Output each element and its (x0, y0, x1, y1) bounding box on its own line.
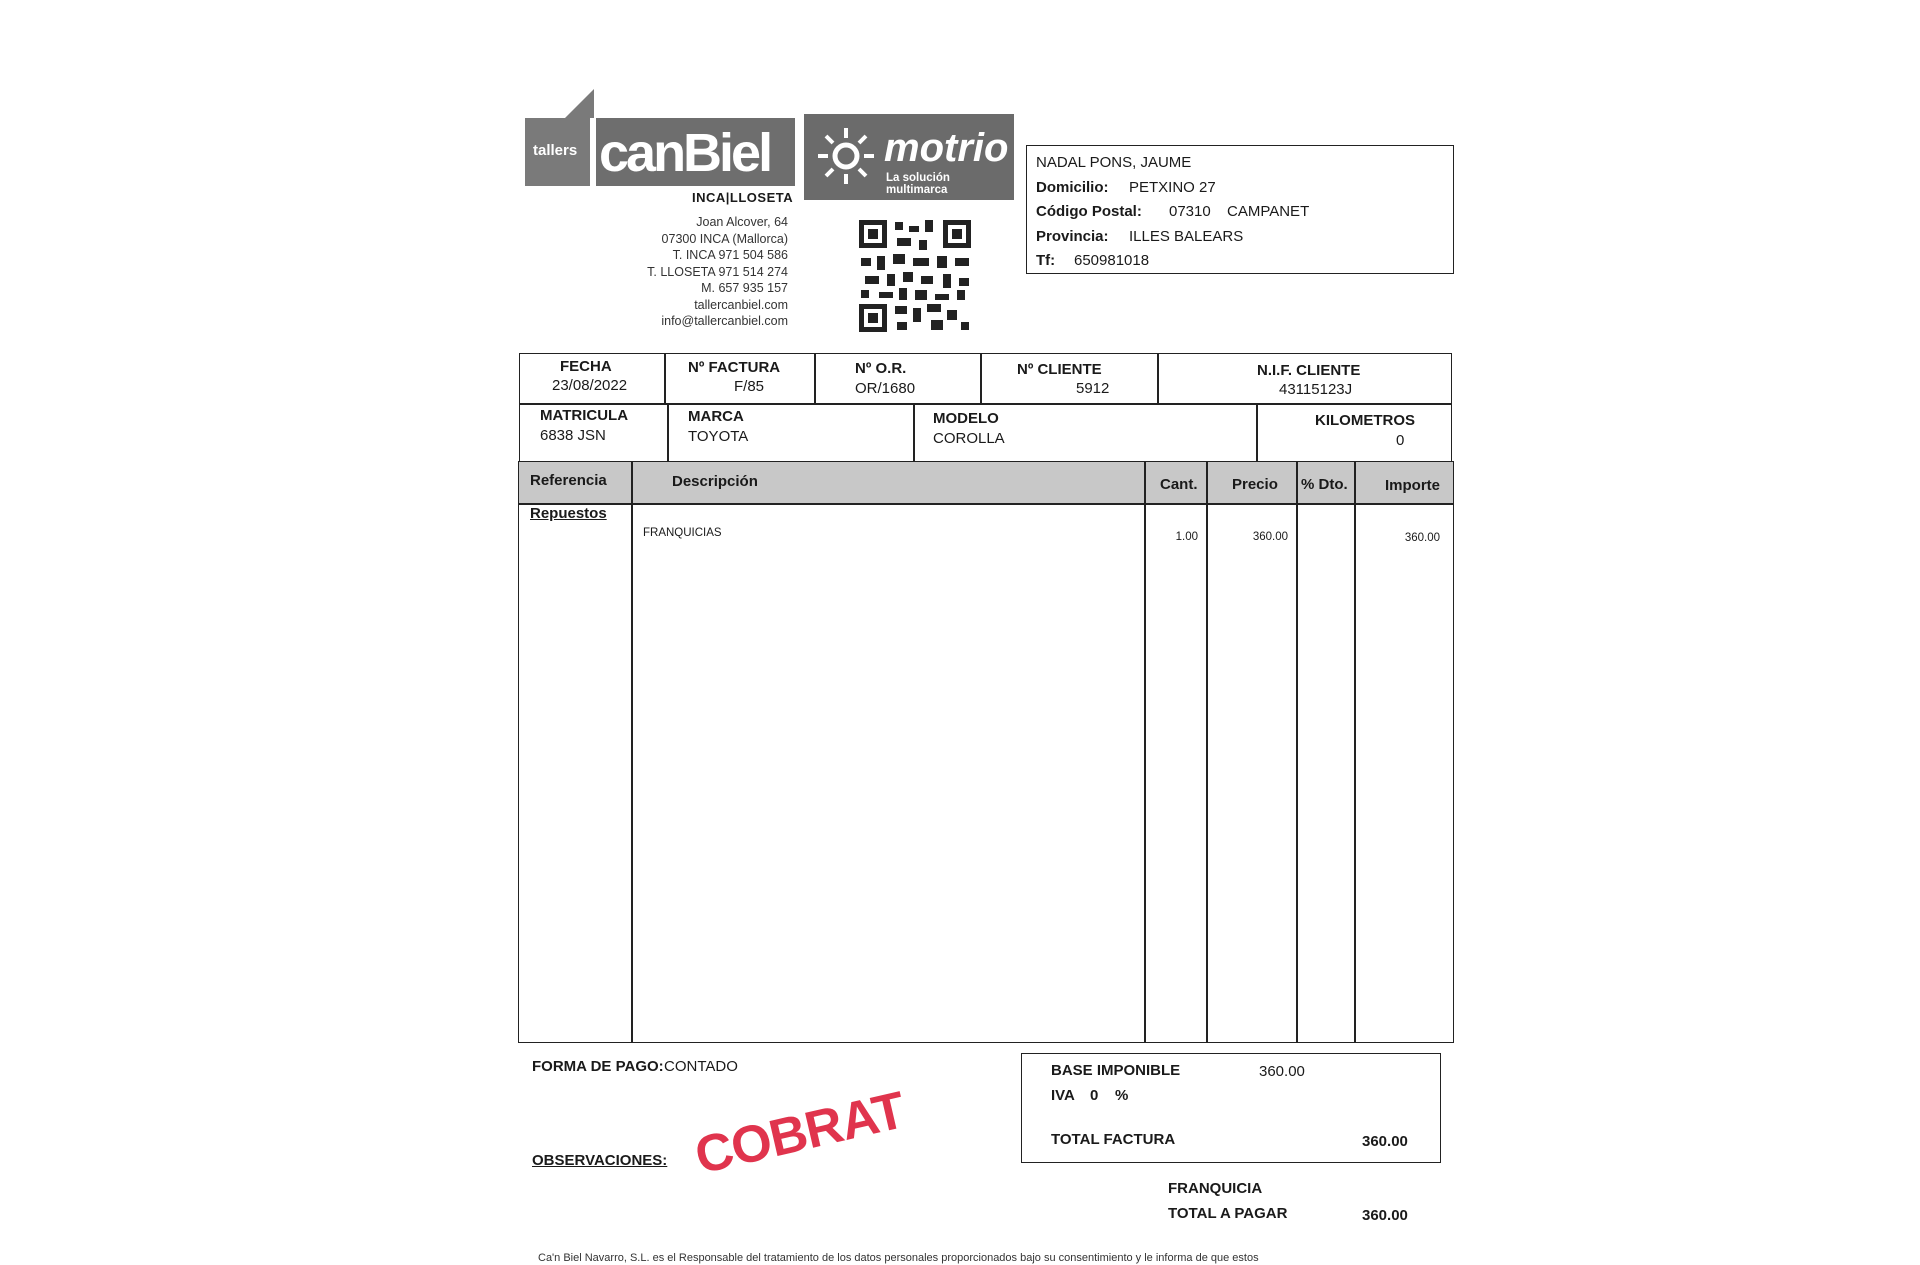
matricula-label: MATRICULA (540, 407, 629, 424)
fecha-value: 23/08/2022 (552, 377, 628, 394)
legal-line: Ca'n Biel Navarro, S.L. es el Responsable del tratamiento de los datos personales proporcionados bajo su consentimiento y le informa de que estos (538, 1252, 1259, 1264)
total-pagar-label: TOTAL A PAGAR (1168, 1205, 1288, 1222)
forma-pago-value: CONTADO (664, 1058, 738, 1075)
provincia-label: Provincia: (1036, 228, 1109, 245)
company-address (600, 214, 788, 330)
section-repuestos: Repuestos (530, 505, 607, 522)
divider (1144, 462, 1146, 1042)
nif-label: N.I.F. CLIENTE (1257, 362, 1361, 379)
address-line: T. INCA 971 504 586 (672, 248, 788, 262)
divider (631, 462, 633, 1042)
qr-code (857, 218, 973, 334)
tf-value: 650981018 (1074, 252, 1150, 269)
base-value: 360.00 (1259, 1063, 1305, 1080)
col-precio: Precio (1232, 476, 1278, 493)
header-divider (519, 403, 1452, 405)
website-link[interactable]: tallercanbiel.com (694, 297, 788, 312)
iva-label: IVA (1051, 1087, 1075, 1104)
location-label: INCA|LLOSETA (692, 190, 794, 205)
total-factura-value: 360.00 (1362, 1133, 1408, 1150)
iva-pct: % (1115, 1087, 1129, 1104)
forma-pago-label: FORMA DE PAGO: (532, 1058, 664, 1075)
col-importe: Importe (1385, 477, 1441, 494)
divider (1296, 462, 1298, 1042)
col-cant: Cant. (1160, 476, 1198, 493)
nif-value: 43115123J (1279, 381, 1353, 398)
canbiel-logo (525, 88, 795, 188)
col-dto: % Dto. (1301, 476, 1348, 493)
franquicia-label: FRANQUICIA (1168, 1180, 1263, 1197)
factura-value: F/85 (734, 378, 765, 395)
items-table (518, 461, 1454, 1043)
divider (519, 503, 1453, 505)
email-link[interactable]: info@tallercanbiel.com (661, 314, 788, 328)
cp-label: Código Postal: (1036, 203, 1142, 220)
modelo-label: MODELO (933, 410, 999, 427)
fecha-label: FECHA (560, 358, 612, 375)
cp-value: 07310 (1169, 203, 1211, 220)
matricula-value: 6838 JSN (540, 427, 606, 444)
divider (1157, 353, 1159, 403)
marca-label: MARCA (688, 408, 744, 425)
iva-rate: 0 (1090, 1087, 1099, 1104)
base-label: BASE IMPONIBLE (1051, 1062, 1181, 1079)
factura-label: Nº FACTURA (688, 359, 781, 376)
motrio-name: motrio (884, 126, 1009, 170)
km-value: 0 (1396, 432, 1405, 449)
motrio-emblem-icon (814, 124, 878, 188)
address-line: T. LLOSETA 971 514 274 (647, 264, 788, 279)
cobrat-stamp: COBRAT (689, 1081, 910, 1186)
observaciones-label: OBSERVACIONES: (532, 1152, 668, 1169)
divider (664, 353, 666, 403)
tallers-label: tallers (533, 142, 578, 159)
divider (1354, 462, 1356, 1042)
total-factura-label: TOTAL FACTURA (1051, 1131, 1176, 1148)
domicilio-value: PETXINO 27 (1129, 179, 1216, 196)
row-descripcion: FRANQUICIAS (643, 527, 722, 539)
divider (1206, 462, 1208, 1042)
city-value: CAMPANET (1227, 203, 1310, 220)
address-line: 07300 INCA (Mallorca) (661, 231, 788, 246)
divider (1256, 403, 1258, 462)
row-importe: 360.00 (1404, 532, 1440, 544)
divider (814, 353, 816, 403)
modelo-value: COROLLA (933, 430, 1005, 447)
domicilio-label: Domicilio: (1036, 179, 1109, 196)
brand-name: canBiel (599, 123, 771, 183)
row-cant: 1.00 (1175, 531, 1198, 543)
address-line: M. 657 935 157 (701, 281, 788, 295)
address-line: Joan Alcover, 64 (696, 215, 788, 229)
client-name: NADAL PONS, JAUME (1036, 154, 1192, 171)
total-pagar-value: 360.00 (1362, 1207, 1408, 1224)
motrio-logo (804, 114, 1014, 200)
row-precio: 360.00 (1252, 531, 1288, 543)
legal-footer (538, 1251, 1458, 1265)
divider (980, 353, 982, 403)
provincia-value: ILLES BALEARS (1129, 228, 1244, 245)
divider (667, 403, 669, 462)
motrio-tagline: La solución multimarca (886, 172, 950, 196)
divider (913, 403, 915, 462)
cliente-label: Nº CLIENTE (1017, 361, 1102, 378)
qr-code-graphic (857, 218, 973, 334)
cliente-value: 5912 (1076, 380, 1110, 397)
tf-label: Tf: (1036, 252, 1056, 269)
marca-value: TOYOTA (688, 428, 749, 445)
or-value: OR/1680 (855, 380, 916, 397)
col-referencia: Referencia (530, 472, 607, 489)
or-label: Nº O.R. (855, 360, 907, 377)
col-descripcion: Descripción (672, 473, 758, 490)
km-label: KILOMETROS (1315, 412, 1415, 429)
